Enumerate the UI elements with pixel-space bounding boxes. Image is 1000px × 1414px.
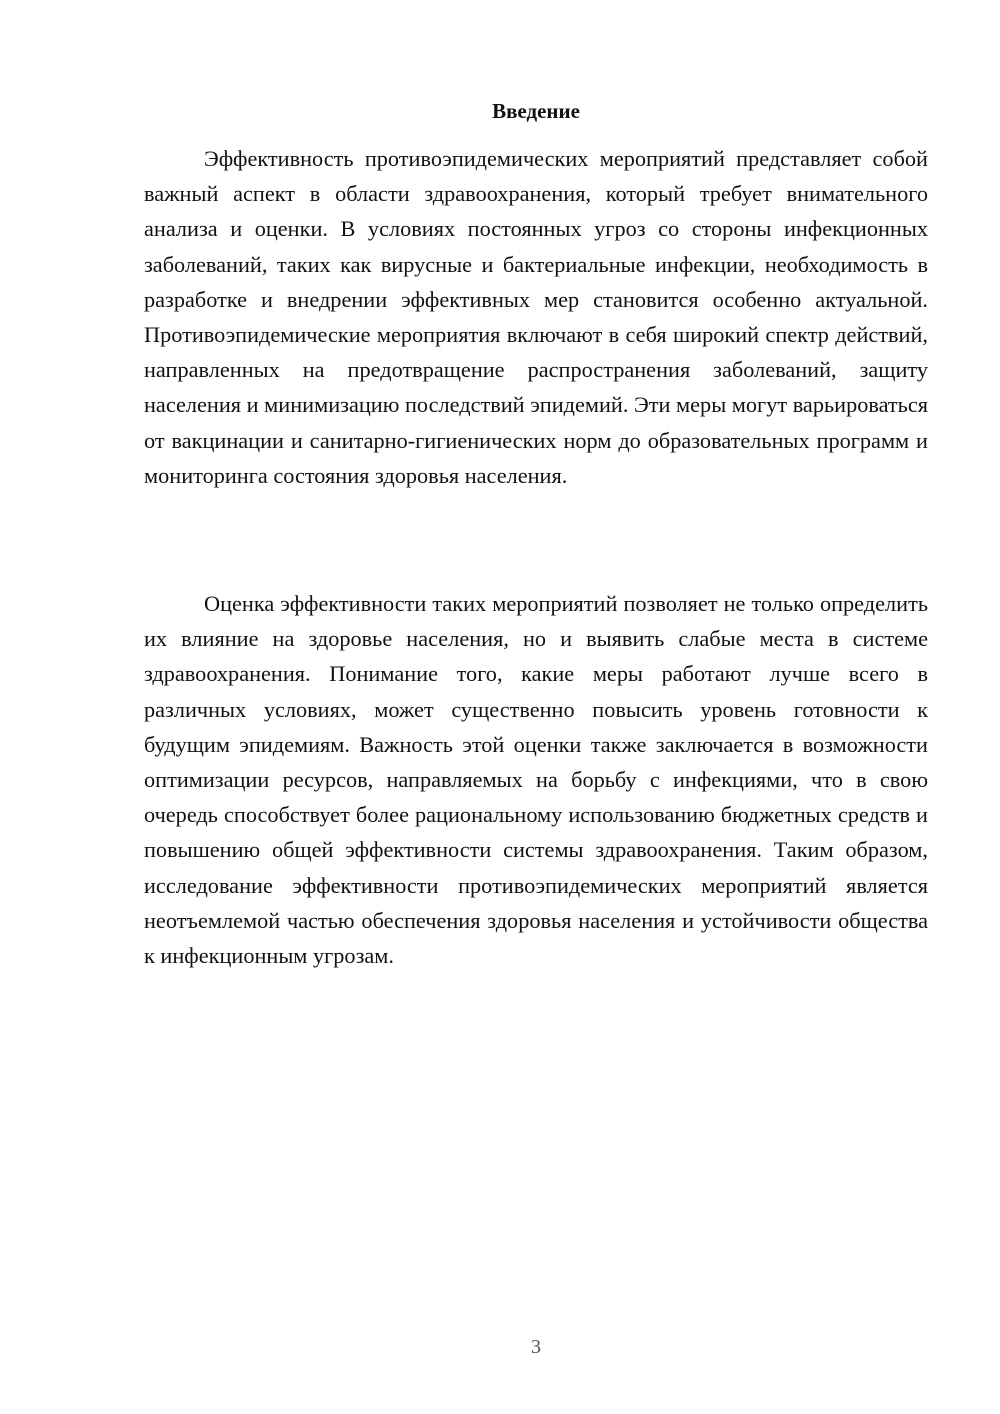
paragraph-1: Эффективность противоэпидемических мероприятий представляет собой важный аспект в области здравоохранения, который требует внимательного анализа и оценки. В условиях постоянных угроз со стороны инфекционных заболеваний, таких как вирусные и бактериальные инфекции, необходимость в разработке и внедрении эффективных мер становится особенно актуальной. Противоэпидемические мероприятия включают в себя широкий спектр действий, направленных на предотвращение распространения заболеваний, защиту населения и минимизацию последствий эпидемий. Эти меры могут варьироваться от вакцинации и санитарно-гигиенических норм до образовательных программ и мониторинга состояния здоровья населения. [144, 146, 928, 488]
page-number: 3 [531, 1336, 541, 1358]
paragraph-2: Оценка эффективности таких мероприятий позволяет не только определить их влияние на здоровье населения, но и выявить слабые места в системе здравоохранения. Понимание того, какие меры работают лучше всего в различных условиях, может существенно повысить уровень готовности к будущим эпидемиям. Важность этой оценки также заключается в возможности оптимизации ресурсов, направляемых на борьбу с инфекциями, что в свою очередь способствует более рациональному использованию бюджетных средств и повышению общей эффективности системы здравоохранения. Таким образом, исследование эффективности противоэпидемических мероприятий является неотъемлемой частью обеспечения здоровья населения и устойчивости общества к инфекционным угрозам. [144, 591, 928, 969]
section-heading: Введение [492, 99, 580, 123]
